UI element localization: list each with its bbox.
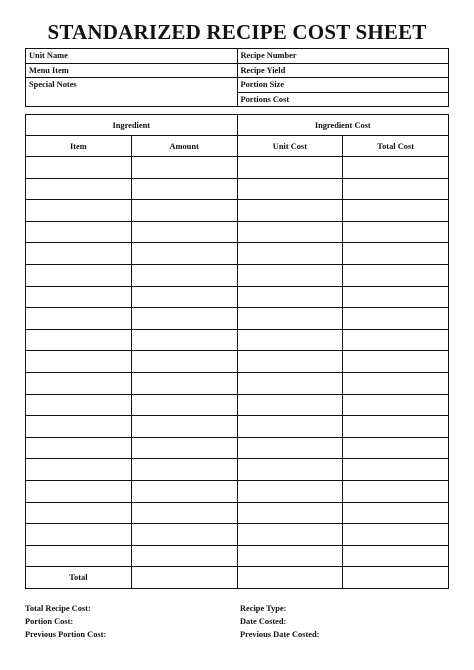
ingredient-row <box>26 178 449 200</box>
total-cost-cell[interactable] <box>343 178 449 200</box>
ingredient-row <box>26 524 449 546</box>
amount-cell[interactable] <box>131 286 237 308</box>
unit-cost-cell[interactable] <box>237 502 343 524</box>
special-notes-field[interactable] <box>26 78 238 107</box>
total-row <box>26 567 449 589</box>
ingredient-row <box>26 308 449 330</box>
date-costed-label: Date Costed: <box>240 617 287 626</box>
total-cost-cell[interactable] <box>343 567 449 589</box>
footer-right <box>240 602 319 641</box>
total-cost-cell[interactable] <box>343 502 449 524</box>
unit-cost-cell[interactable] <box>237 200 343 222</box>
total-cost-cell[interactable] <box>343 545 449 567</box>
recipe-type-label: Recipe Type: <box>240 604 287 613</box>
unit-cost-cell[interactable] <box>237 524 343 546</box>
total-cost-column-header: Total Cost <box>343 136 449 157</box>
footer-left <box>25 602 106 641</box>
total-unit-cost-cell[interactable] <box>237 567 343 589</box>
unit-cost-cell[interactable] <box>237 243 343 265</box>
total-cost-cell[interactable] <box>343 243 449 265</box>
portion-cost-label: Portion Cost: <box>25 617 74 626</box>
item-cell[interactable] <box>26 329 132 351</box>
unit-cost-cell[interactable] <box>237 459 343 481</box>
unit-cost-column-header: Unit Cost <box>237 136 343 157</box>
unit-cost-cell[interactable] <box>237 351 343 373</box>
total-cost-cell[interactable] <box>343 264 449 286</box>
amount-cell[interactable] <box>131 351 237 373</box>
ingredient-row <box>26 329 449 351</box>
ingredient-row <box>26 394 449 416</box>
ingredient-cost-table <box>25 114 449 589</box>
amount-cell[interactable] <box>131 524 237 546</box>
ingredient-row <box>26 264 449 286</box>
ingredient-row <box>26 286 449 308</box>
unit-cost-cell[interactable] <box>237 286 343 308</box>
ingredient-row <box>26 545 449 567</box>
amount-cell[interactable] <box>131 480 237 502</box>
unit-cost-cell[interactable] <box>237 545 343 567</box>
total-recipe-cost-label: Total Recipe Cost: <box>25 604 91 613</box>
amount-cell[interactable] <box>131 416 237 438</box>
unit-cost-cell[interactable] <box>237 372 343 394</box>
ingredient-row <box>26 243 449 265</box>
ingredient-row <box>26 416 449 438</box>
amount-cell[interactable] <box>131 308 237 330</box>
item-cell[interactable] <box>26 394 132 416</box>
item-cell[interactable] <box>26 524 132 546</box>
ingredient-row <box>26 351 449 373</box>
total-cost-cell[interactable] <box>343 351 449 373</box>
recipe-number-label: Recipe Number <box>240 51 297 61</box>
item-cell[interactable] <box>26 372 132 394</box>
total-cost-cell[interactable] <box>343 416 449 438</box>
unit-name-field[interactable] <box>26 49 238 64</box>
menu-item-field[interactable] <box>26 63 238 78</box>
amount-cell[interactable] <box>131 329 237 351</box>
ingredient-group-header: Ingredient <box>26 115 238 136</box>
menu-item-label: Menu Item <box>29 65 69 75</box>
item-cell[interactable] <box>26 178 132 200</box>
total-cost-cell[interactable] <box>343 524 449 546</box>
item-cell[interactable] <box>26 243 132 265</box>
total-cost-cell[interactable] <box>343 329 449 351</box>
total-cost-cell[interactable] <box>343 437 449 459</box>
unit-cost-cell[interactable] <box>237 308 343 330</box>
ingredient-rows <box>26 157 449 567</box>
recipe-info-table <box>25 48 449 107</box>
unit-cost-cell[interactable] <box>237 394 343 416</box>
amount-cell[interactable] <box>131 545 237 567</box>
amount-cell[interactable] <box>131 243 237 265</box>
unit-name-label: Unit Name <box>29 51 68 61</box>
unit-cost-cell[interactable] <box>237 480 343 502</box>
previous-portion-cost-label: Previous Portion Cost: <box>25 630 107 639</box>
item-cell[interactable] <box>26 200 132 222</box>
amount-cell[interactable] <box>131 437 237 459</box>
item-column-header: Item <box>26 136 132 157</box>
amount-cell[interactable] <box>131 200 237 222</box>
portion-size-field[interactable] <box>237 78 449 93</box>
item-cell[interactable] <box>26 264 132 286</box>
amount-cell[interactable] <box>131 157 237 179</box>
recipe-number-field[interactable] <box>237 49 449 64</box>
unit-cost-cell[interactable] <box>237 157 343 179</box>
item-cell[interactable] <box>26 459 132 481</box>
recipe-yield-field[interactable] <box>237 63 449 78</box>
item-cell[interactable] <box>26 351 132 373</box>
amount-cell[interactable] <box>131 459 237 481</box>
unit-cost-cell[interactable] <box>237 329 343 351</box>
total-label: Total <box>26 567 132 589</box>
item-cell[interactable] <box>26 157 132 179</box>
total-amount-cell[interactable] <box>131 567 237 589</box>
unit-cost-cell[interactable] <box>237 178 343 200</box>
portions-cost-label: Portions Cost <box>240 95 290 105</box>
item-cell[interactable] <box>26 286 132 308</box>
page-title: STANDARIZED RECIPE COST SHEET <box>47 20 427 44</box>
amount-column-header: Amount <box>131 136 237 157</box>
ingredient-row <box>26 459 449 481</box>
ingredient-row <box>26 502 449 524</box>
item-cell[interactable] <box>26 416 132 438</box>
ingredient-cost-group-header: Ingredient Cost <box>237 115 449 136</box>
previous-date-costed-label: Previous Date Costed: <box>240 630 320 639</box>
ingredient-row <box>26 437 449 459</box>
amount-cell[interactable] <box>131 221 237 243</box>
amount-cell[interactable] <box>131 502 237 524</box>
total-cost-cell[interactable] <box>343 308 449 330</box>
total-cost-cell[interactable] <box>343 459 449 481</box>
item-cell[interactable] <box>26 502 132 524</box>
item-cell[interactable] <box>26 545 132 567</box>
ingredient-row <box>26 221 449 243</box>
total-cost-cell[interactable] <box>343 200 449 222</box>
ingredient-row <box>26 372 449 394</box>
recipe-yield-label: Recipe Yield <box>240 65 286 75</box>
total-cost-cell[interactable] <box>343 480 449 502</box>
item-cell[interactable] <box>26 308 132 330</box>
ingredient-row <box>26 480 449 502</box>
unit-cost-cell[interactable] <box>237 221 343 243</box>
portion-size-label: Portion Size <box>240 80 284 90</box>
portions-cost-field[interactable] <box>237 92 449 107</box>
amount-cell[interactable] <box>131 264 237 286</box>
item-cell[interactable] <box>26 221 132 243</box>
ingredient-row <box>26 157 449 179</box>
item-cell[interactable] <box>26 437 132 459</box>
amount-cell[interactable] <box>131 372 237 394</box>
total-cost-cell[interactable] <box>343 394 449 416</box>
total-cost-cell[interactable] <box>343 221 449 243</box>
unit-cost-cell[interactable] <box>237 437 343 459</box>
special-notes-label: Special Notes <box>29 80 77 90</box>
total-cost-cell[interactable] <box>343 286 449 308</box>
total-cost-cell[interactable] <box>343 157 449 179</box>
ingredient-row <box>26 200 449 222</box>
unit-cost-cell[interactable] <box>237 264 343 286</box>
amount-cell[interactable] <box>131 178 237 200</box>
amount-cell[interactable] <box>131 394 237 416</box>
unit-cost-cell[interactable] <box>237 416 343 438</box>
total-cost-cell[interactable] <box>343 372 449 394</box>
item-cell[interactable] <box>26 480 132 502</box>
